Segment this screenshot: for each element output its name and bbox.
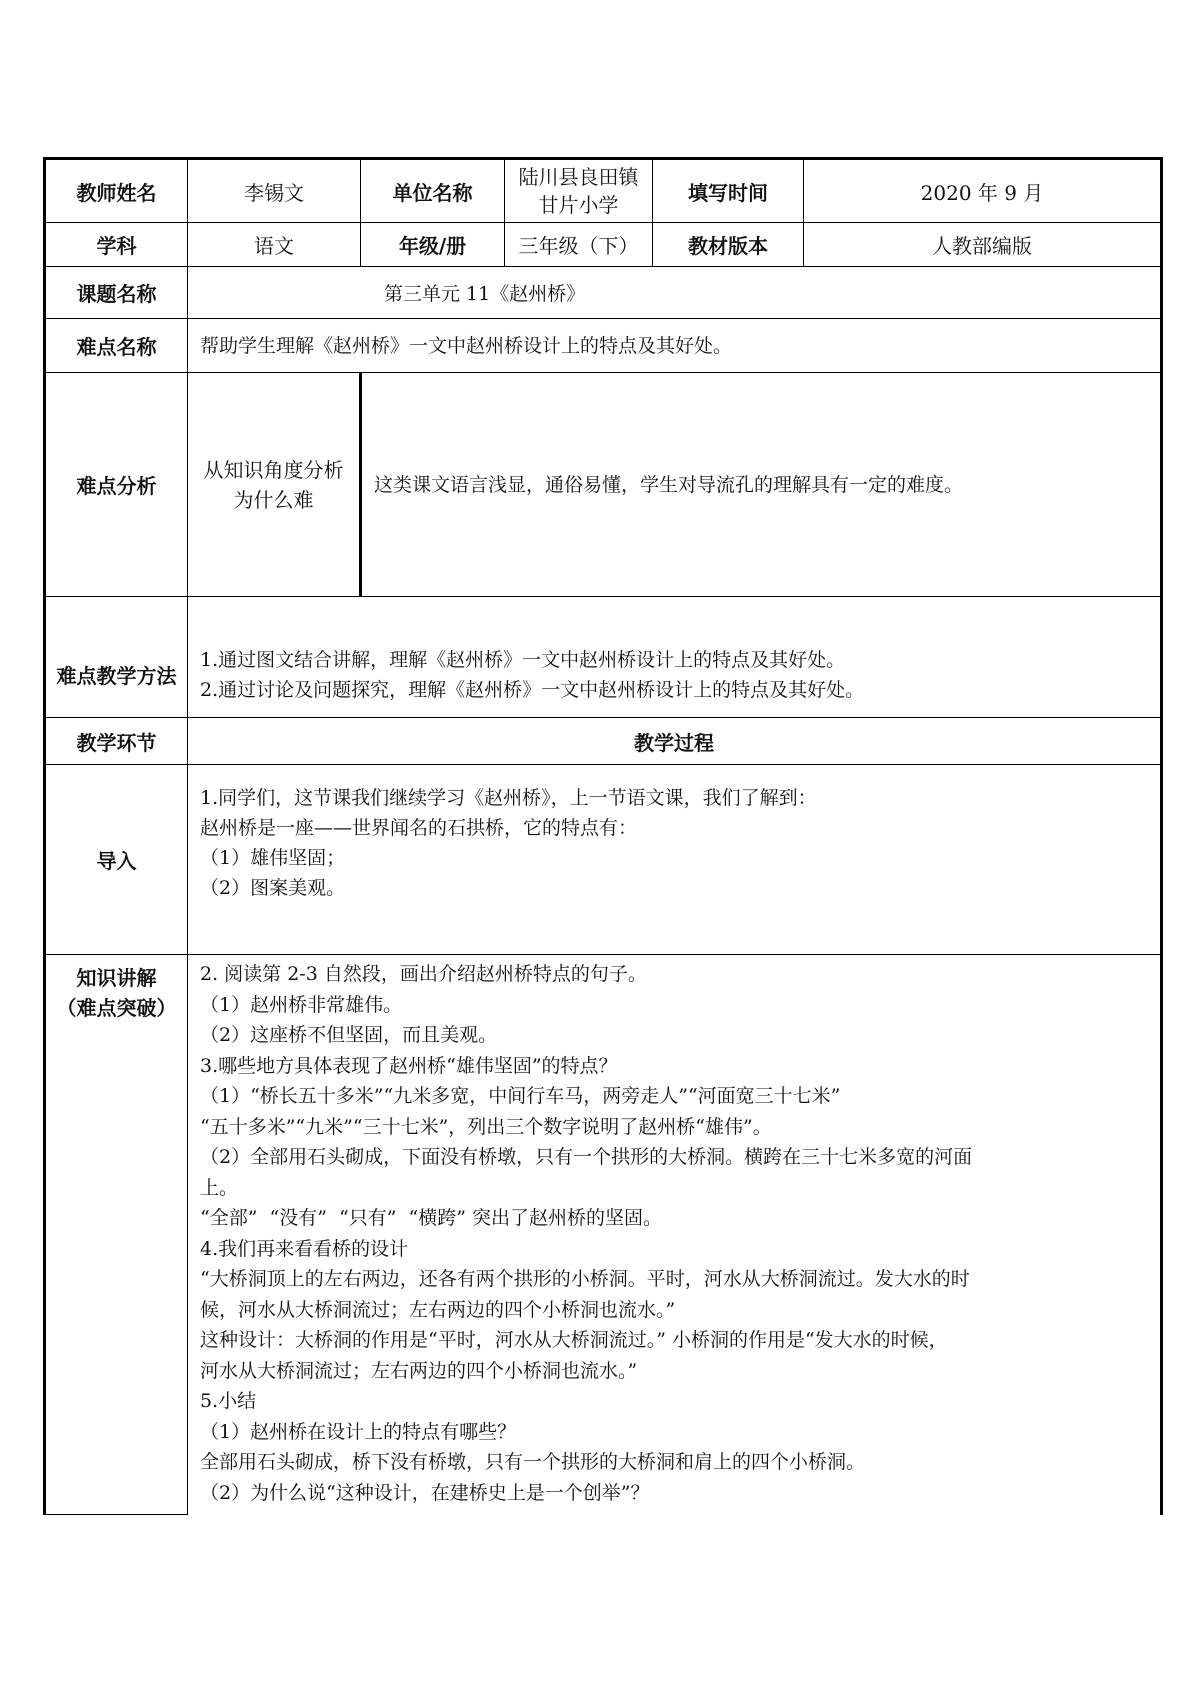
knowledge-line-9: “全部” “没有” “只有” “横跨” 突出了赵州桥的坚固。 [200,1207,662,1229]
header-row-1 [45,159,1162,223]
intro-text [188,783,1160,903]
intro-line-4: （2）图案美观。 [200,877,346,899]
method-text [188,645,1160,705]
process-header-row [45,718,1162,765]
topic-row [45,267,1162,319]
subject-value: 语文 [188,223,361,267]
analysis-sub-label [188,373,361,597]
topic-value [188,267,1162,319]
knowledge-line-13: 这种设计：大桥洞的作用是“平时，河水从大桥洞流过。” 小桥洞的作用是“发大水的时候， [200,1329,948,1351]
difficulty-text: 帮助学生理解《赵州桥》一文中赵州桥设计上的特点及其好处。 [200,334,733,357]
knowledge-line-15: 5.小结 [200,1390,257,1412]
analysis-row [45,373,1162,597]
subject-label: 学科 [45,223,188,267]
knowledge-line-1: 2. 阅读第 2-3 自然段，画出介绍赵州桥特点的句子。 [200,963,647,985]
knowledge-line-17: 全部用石头砌成，桥下没有桥墩，只有一个拱形的大桥洞和肩上的四个小桥洞。 [200,1451,866,1473]
edition-label: 教材版本 [653,223,804,267]
method-row [45,597,1162,718]
knowledge-label [45,955,188,1515]
knowledge-line-12: 候，河水从大桥洞流过；左右两边的四个小桥洞也流水。” [200,1298,676,1321]
lesson-plan-sheet [43,157,1160,1515]
unit-name-line-1: 陆川县良田镇 [518,165,639,189]
knowledge-line-10: 4.我们再来看看桥的设计 [200,1237,409,1260]
unit-name-label: 单位名称 [361,159,505,223]
knowledge-line-4: 3.哪些地方具体表现了赵州桥“雄伟坚固”的特点？ [200,1054,618,1077]
analysis-text: 这类课文语言浅显，通俗易懂，学生对导流孔的理解具有一定的难度。 [374,473,964,496]
analysis-sub-label-line-2: 为什么难 [233,487,314,512]
difficulty-label: 难点名称 [45,319,188,373]
intro-row [45,765,1162,955]
knowledge-content [188,955,1162,1515]
edition-value: 人教部编版 [804,223,1162,267]
method-line-1: 1.通过图文结合讲解，理解《赵州桥》一文中赵州桥设计上的特点及其好处。 [200,649,846,671]
intro-line-1: 1.同学们，这节课我们继续学习《赵州桥》，上一节语文课，我们了解到： [200,787,817,809]
difficulty-value [188,319,1162,373]
method-line-2: 2.通过讨论及问题探究，理解《赵州桥》一文中赵州桥设计上的特点及其好处。 [200,679,865,701]
knowledge-line-18: （2）为什么说“这种设计，在建桥史上是一个创举”？ [200,1481,650,1504]
topic-text: 第三单元 11《赵州桥》 [384,283,586,305]
knowledge-label-line-2: （难点突破） [56,996,177,1020]
intro-content [188,765,1162,955]
grade-label: 年级/册 [361,223,505,267]
teacher-name-value: 李锡文 [188,159,361,223]
knowledge-line-5: （1）“桥长五十多米”“九米多宽，中间行车马，两旁走人”“河面宽三十七米” [200,1085,841,1107]
knowledge-line-3: （2）这座桥不但坚固，而且美观。 [200,1024,498,1046]
intro-label: 导入 [45,765,188,955]
knowledge-line-16: （1）赵州桥在设计上的特点有哪些？ [200,1420,517,1443]
difficulty-row [45,319,1162,373]
knowledge-line-6: “五十多米”“九米”“三十七米”，列出三个数字说明了赵州桥“雄伟”。 [200,1115,772,1138]
teacher-name-label: 教师姓名 [45,159,188,223]
fill-date-value: 2020 年 9 月 [804,159,1162,223]
knowledge-line-2: （1）赵州桥非常雄伟。 [200,993,403,1016]
intro-line-3: （1）雄伟坚固； [200,847,346,869]
analysis-sub-label-line-1: 从知识角度分析 [203,457,344,482]
topic-label: 课题名称 [45,267,188,319]
process-header: 教学过程 [188,718,1162,765]
method-label: 难点教学方法 [45,597,188,718]
knowledge-row [45,955,1162,1515]
grade-value: 三年级（下） [505,223,653,267]
knowledge-text [188,959,1160,1508]
intro-line-2: 赵州桥是一座——世界闻名的石拱桥，它的特点有： [200,817,638,839]
knowledge-line-11: “大桥洞顶上的左右两边，还各有两个拱形的小桥洞。平时，河水从大桥洞流过。发大水的时 [200,1268,970,1290]
fill-date-label: 填写时间 [653,159,804,223]
lesson-plan-table [43,157,1163,1515]
header-row-2 [45,223,1162,267]
stage-header: 教学环节 [45,718,188,765]
knowledge-line-7: （2）全部用石头砌成，下面没有桥墩，只有一个拱形的大桥洞。横跨在三十七米多宽的河面 [200,1146,973,1168]
knowledge-label-line-1: 知识讲解 [76,966,157,990]
unit-name-value [505,159,653,223]
method-value [188,597,1162,718]
analysis-label: 难点分析 [45,373,188,597]
analysis-value [361,373,1162,597]
knowledge-line-14: 河水从大桥洞流过；左右两边的四个小桥洞也流水。” [200,1359,638,1382]
knowledge-line-8: 上。 [200,1176,239,1199]
unit-name-line-2: 甘片小学 [538,193,619,217]
